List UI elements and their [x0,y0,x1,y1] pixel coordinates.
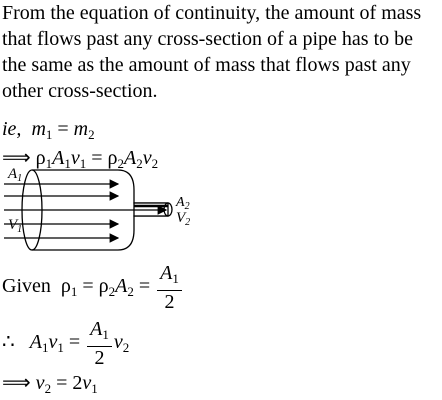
v2-symbol: v [113,331,123,354]
v2-subscript: 2 [151,156,159,171]
fraction-numerator: A [90,318,103,340]
equation-result [2,370,98,397]
m2-symbol: m [73,118,89,140]
rho2-symbol: ρ [98,275,109,298]
intro-paragraph: From the equation of continuity, the amount of mass that flows past any cross-section of a pipe has to be the same as the amount of mass that flows past any other cross-section. [2,2,422,102]
A1-subscript: 1 [41,340,49,356]
equals-sign: = [86,147,108,169]
A2-symbol: A [115,275,128,298]
fraction-numerator-subscript: 1 [172,271,179,286]
equals-sign: = [51,372,73,394]
m1-subscript: 1 [45,127,53,142]
v1-symbol: v [48,331,58,354]
rho2-symbol: ρ [107,147,118,169]
fraction-denominator: 2 [164,291,175,313]
given-label: Given [2,275,51,298]
v2-subscript: 2 [44,381,52,396]
v1-subscript: 1 [57,340,64,356]
ie-label: ie, [2,118,22,140]
A2-subscript: 2 [127,284,134,300]
v1-subscript: 1 [91,381,98,396]
rho2-subscript: 2 [108,284,116,300]
pipe-diagram [0,166,220,266]
rho2-subscript: 2 [117,156,125,171]
fraction-A1-over-2 [157,262,182,313]
A2-symbol: A [124,147,137,169]
A2-subscript: 2 [136,156,143,171]
v2-symbol: v [35,372,45,394]
rho1-symbol: ρ [60,275,71,298]
fraction-numerator: A [160,262,173,284]
label-V1: $V_1$ [8,217,23,235]
A1-symbol: A [29,331,42,354]
implies-arrow: ⟹ [2,372,31,394]
equation-mass-equality [2,118,95,143]
equation-therefore [2,318,129,369]
v2-subscript: 2 [122,340,130,356]
m1-symbol: m [31,118,46,140]
equals-sign: = [77,275,99,298]
label-V2: $V_2$ [176,210,191,228]
v1-symbol: v [70,147,80,169]
v2-symbol: v [142,147,152,169]
rho1-subscript: 1 [45,156,53,171]
equals-sign: = [52,118,74,140]
label-A2: $A_2$ [176,195,190,212]
equation-given [2,262,184,313]
fraction-numerator-subscript: 1 [102,327,109,342]
A1-subscript: 1 [64,156,71,171]
fraction-denominator: 2 [94,347,105,369]
fraction-A1-over-2 [87,318,112,369]
coefficient: 2 [72,372,83,394]
equals-sign: = [63,331,86,354]
m2-subscript: 2 [88,127,95,142]
equals-sign: = [133,275,156,298]
pipe-wide-section [32,170,168,203]
v1-subscript: 1 [79,156,87,171]
A1-symbol: A [52,147,65,169]
rho1-subscript: 1 [70,284,78,300]
implies-arrow: ⟹ [2,147,31,169]
rho1-symbol: ρ [35,147,46,169]
label-A1: $A_1$ [8,166,23,184]
v1-symbol: v [82,372,92,394]
therefore-symbol: ∴ [2,331,15,354]
